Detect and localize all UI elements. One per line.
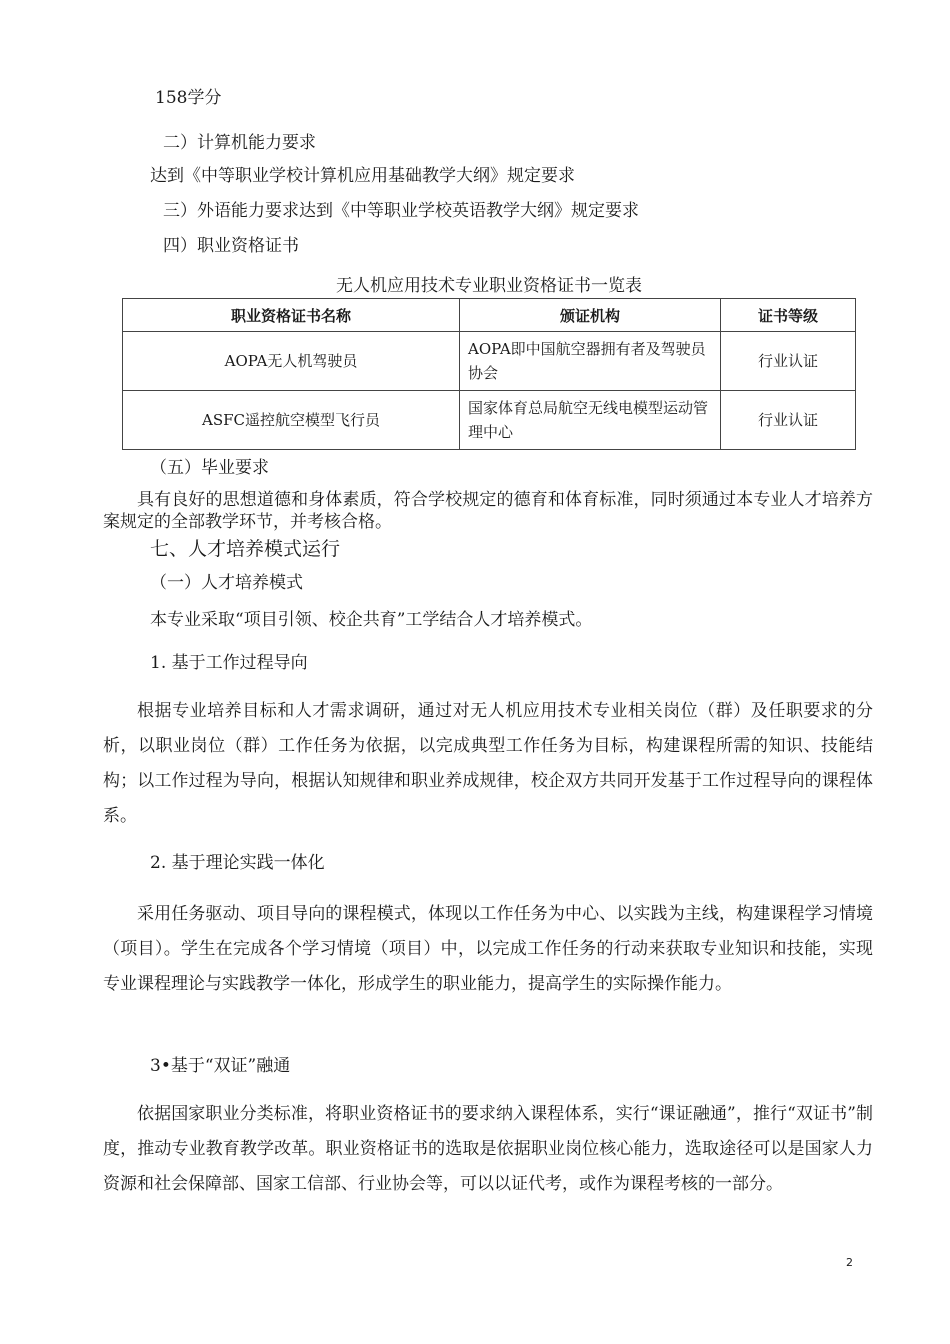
computer-ability-heading: 二）计算机能力要求 xyxy=(163,133,316,153)
language-ability-text: 三）外语能力要求达到《中等职业学校英语教学大纲》规定要求 xyxy=(163,201,639,221)
table-caption: 无人机应用技术专业职业资格证书一览表 xyxy=(336,276,642,296)
cert-issuer-cell: AOPA即中国航空器拥有者及驾驶员协会 xyxy=(460,332,721,391)
table-row xyxy=(123,332,856,391)
cert-name-cell: AOPA无人机驾驶员 xyxy=(123,332,460,391)
column-header-name: 职业资格证书名称 xyxy=(123,299,460,332)
computer-ability-text: 达到《中等职业学校计算机应用基础教学大纲》规定要求 xyxy=(150,166,575,186)
table-row xyxy=(123,391,856,450)
item3-text: 依据国家职业分类标准，将职业资格证书的要求纳入课程体系，实行“课证融通”，推行“双证书”制度，推动专业教育教学改革。职业资格证书的选取是依据职业岗位核心能力，选取途径可以是国家人力资源和社会保障部、国家工信部、行业协会等，可以以证代考，或作为课程考核的一部分。 xyxy=(103,1104,873,1194)
certificate-table xyxy=(122,298,856,450)
item1-text: 根据专业培养目标和人才需求调研，通过对无人机应用技术专业相关岗位（群）及任职要求的分析，以职业岗位（群）工作任务为依据，以完成典型工作任务为目标，构建课程所需的知识、技能结构；以工作过程为导向，根据认知规律和职业养成规律，校企双方共同开发基于工作过程导向的课程体系。 xyxy=(103,701,873,826)
column-header-issuer: 颁证机构 xyxy=(460,299,721,332)
item1-heading: 1. 基于工作过程导向 xyxy=(150,653,308,673)
table-header-row xyxy=(123,299,856,332)
cert-level-cell: 行业认证 xyxy=(721,391,856,450)
column-header-level: 证书等级 xyxy=(721,299,856,332)
item3-heading: 3•基于“双证”融通 xyxy=(150,1056,291,1076)
item2-text: 采用任务驱动、项目导向的课程模式，体现以工作任务为中心、以实践为主线，构建课程学习情境（项目）。学生在完成各个学习情境（项目）中，以完成工作任务的行动来获取专业知识和技能，实现专业课程理论与实践教学一体化，形成学生的职业能力，提高学生的实际操作能力。 xyxy=(103,904,873,994)
graduation-heading: （五）毕业要求 xyxy=(150,458,269,478)
cert-issuer-cell: 国家体育总局航空无线电模型运动管理中心 xyxy=(460,391,721,450)
graduation-text: 具有良好的思想道德和身体素质，符合学校规定的德育和体育标准，同时须通过本专业人才培养方案规定的全部教学环节，并考核合格。 xyxy=(103,490,873,532)
cert-level-cell: 行业认证 xyxy=(721,332,856,391)
section-title: 七、人才培养模式运行 xyxy=(150,538,341,560)
mode-intro: 本专业采取“项目引领、校企共育”工学结合人才培养模式。 xyxy=(150,610,593,630)
cert-heading: 四）职业资格证书 xyxy=(163,236,299,256)
credits-line: 158学分 xyxy=(155,88,222,108)
cert-name-cell: ASFC遥控航空模型飞行员 xyxy=(123,391,460,450)
item2-heading: 2. 基于理论实践一体化 xyxy=(150,853,325,873)
subsection-heading: （一）人才培养模式 xyxy=(150,573,303,593)
page-number: 2 xyxy=(846,1256,853,1269)
